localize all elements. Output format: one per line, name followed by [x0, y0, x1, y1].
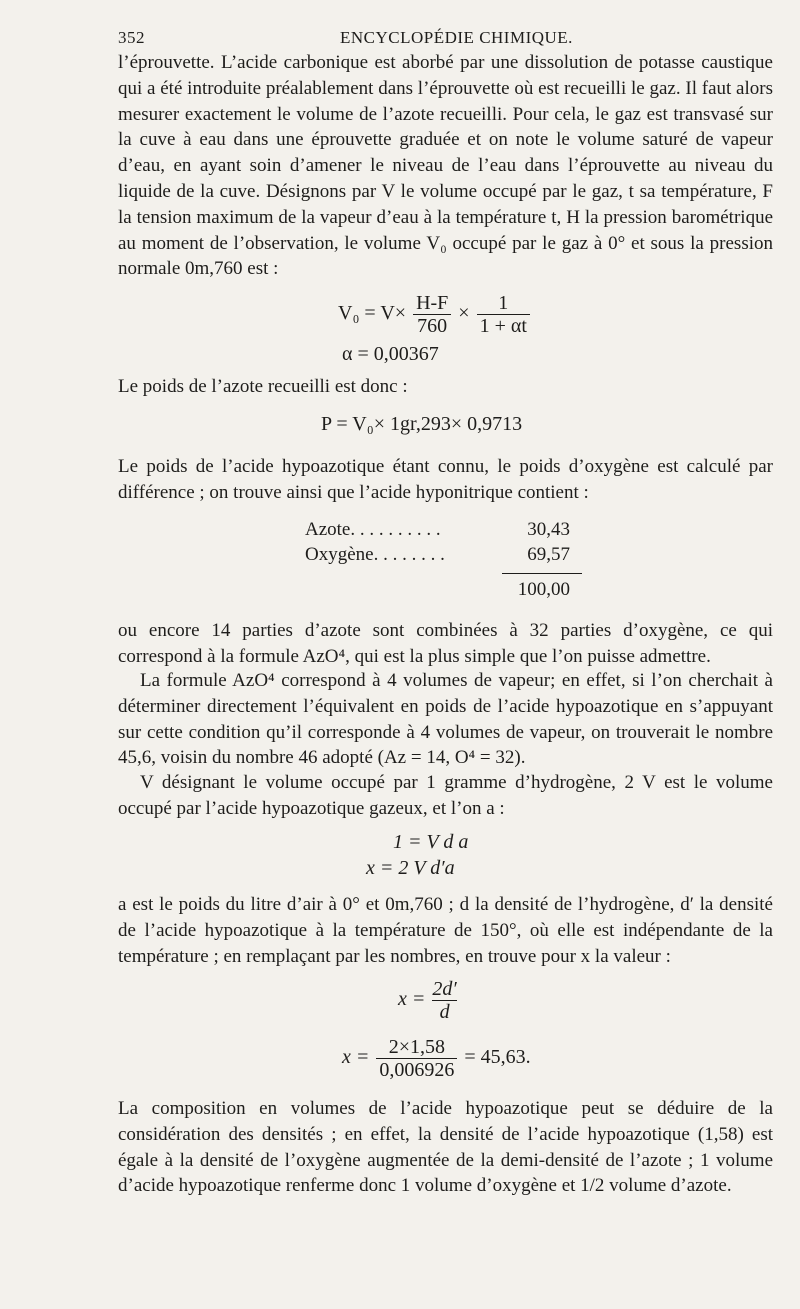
- formula-eq2-text: x = 2 V d′a: [366, 857, 455, 879]
- running-header: [0, 28, 800, 52]
- paragraph-vapour-volumes: La formule AzO⁴ correspond à 4 volumes de vapeur; en effet, si l’on cherchait à déterminer directement l’équivalent en poids de l’acide hypoazotique en s’appuyant sur cette condition qu’il corresponde à 4 volumes de vapeur, on trouverait le nombre 45,6, voisin du nombre 46 adopté (Az = 14, O⁴ = 32).: [118, 670, 773, 769]
- paragraph-air-density: a est le poids du litre d’air à 0° et 0m,760 ; d la densité de l’hydrogène, d′ la densité de l’acide hypoazotique à la température de 150°, où elle est indépendante de la température ; en remplaçant par les nombres, en trouve pour x la valeur :: [118, 894, 773, 967]
- formula-v0-times: ×: [458, 302, 470, 325]
- formula-v0: [338, 292, 532, 337]
- composition-label: Oxygène. . . . . . . .: [305, 544, 445, 565]
- paragraph-formula-azo4: ou encore 14 parties d’azote sont combinées à 32 parties d’oxygène, ce qui correspond à la formule AzO⁴, qui est la plus simple que l’on puisse admettre.: [118, 620, 773, 667]
- composition-label: Azote. . . . . . . . . .: [305, 519, 441, 540]
- composition-total-rule: [502, 573, 582, 574]
- paragraph-oxygen-difference: Le poids de l’acide hypoazotique étant connu, le poids d’oxygène est calculé par différence ; on trouve ainsi que l’acide hyponitrique contient :: [118, 456, 773, 503]
- fraction-temperature: [477, 292, 530, 337]
- formula-x1-lhs: x =: [398, 988, 426, 1011]
- formula-x2-rhs: = 45,63.: [464, 1046, 531, 1069]
- fraction-temperature-denominator: 1 + αt: [479, 315, 527, 337]
- formula-eq2: [366, 856, 455, 880]
- fraction-temperature-numerator: 1: [477, 292, 530, 315]
- formula-eq1-text: 1 = V d a: [393, 831, 469, 853]
- fraction-density-ratio: [432, 978, 456, 1023]
- fraction-pressure-numerator: H-F: [413, 292, 451, 315]
- paragraph-volume-composition: La composition en volumes de l’acide hypoazotique peut se déduire de la considération des densités ; en effet, la densité de l’acide hypoazotique (1,58) est égale à la densité de l’oxygène augmentée de la demi-densité de l’azote ; 1 volume d’acide hypoazotique renferme donc 1 volume d’oxygène et 1/2 volume d’azote.: [118, 1098, 773, 1197]
- page-number: 352: [118, 28, 145, 47]
- fraction-pressure-denominator: 760: [417, 315, 448, 337]
- formula-weight: P = V₀× 1gr,293× 0,9713: [321, 413, 523, 435]
- fraction-density-denominator: d: [439, 1001, 450, 1023]
- fraction-density-numerator: 2d′: [432, 978, 457, 1000]
- paragraph-nitrogen-weight: Le poids de l’azote recueilli est donc :: [118, 376, 408, 397]
- fraction-numeric-denominator: 0,006926: [379, 1059, 455, 1081]
- composition-value: 69,57: [527, 544, 570, 565]
- formula-eq1: [393, 830, 468, 854]
- fraction-pressure: [413, 292, 451, 337]
- composition-row-oxygene: [305, 543, 570, 567]
- fraction-numeric: [376, 1036, 457, 1081]
- formula-v0-lhs: V₀ = V×: [338, 302, 407, 325]
- formula-x2-lhs: x =: [342, 1046, 370, 1069]
- formula-x-numeric: [342, 1036, 531, 1081]
- composition-value: 30,43: [527, 519, 570, 540]
- paragraph-hydrogen-volume: V désignant le volume occupé par 1 gramme d’hydrogène, 2 V est le volume occupé par l’acide hypoazotique gazeux, et l’on a :: [118, 772, 773, 819]
- fraction-numeric-numerator: 2×1,58: [376, 1036, 457, 1059]
- formula-x-symbolic: [398, 978, 459, 1023]
- running-title: ENCYCLOPÉDIE CHIMIQUE.: [340, 28, 573, 47]
- composition-row-azote: [305, 518, 570, 542]
- composition-total: 100,00: [517, 579, 570, 600]
- formula-alpha: α = 0,00367: [342, 343, 439, 365]
- paragraph-volume-measurement: l’éprouvette. L’acide carbonique est aborbé par une dissolution de potasse caustique qui a été introduite préalablement dans l’éprouvette où est recueilli le gaz. Il faut alors mesurer exactement le volume de l’azote recueilli. Pour cela, le gaz est transvasé sur la cuve à eau dans une éprouvette graduée et on note le volume saturé de vapeur d’eau, en ayant soin d’amener le niveau de l’eau dans l’éprouvette au niveau du liquide de la cuve. Désignons par V le volume occupé par le gaz, t sa température, F la tension maximum de la vapeur d’eau à la température t, H la pression barométrique au moment de l’observation, le volume V₀ occupé par le gaz à 0° et sous la pression normale 0m,760 est :: [118, 52, 773, 280]
